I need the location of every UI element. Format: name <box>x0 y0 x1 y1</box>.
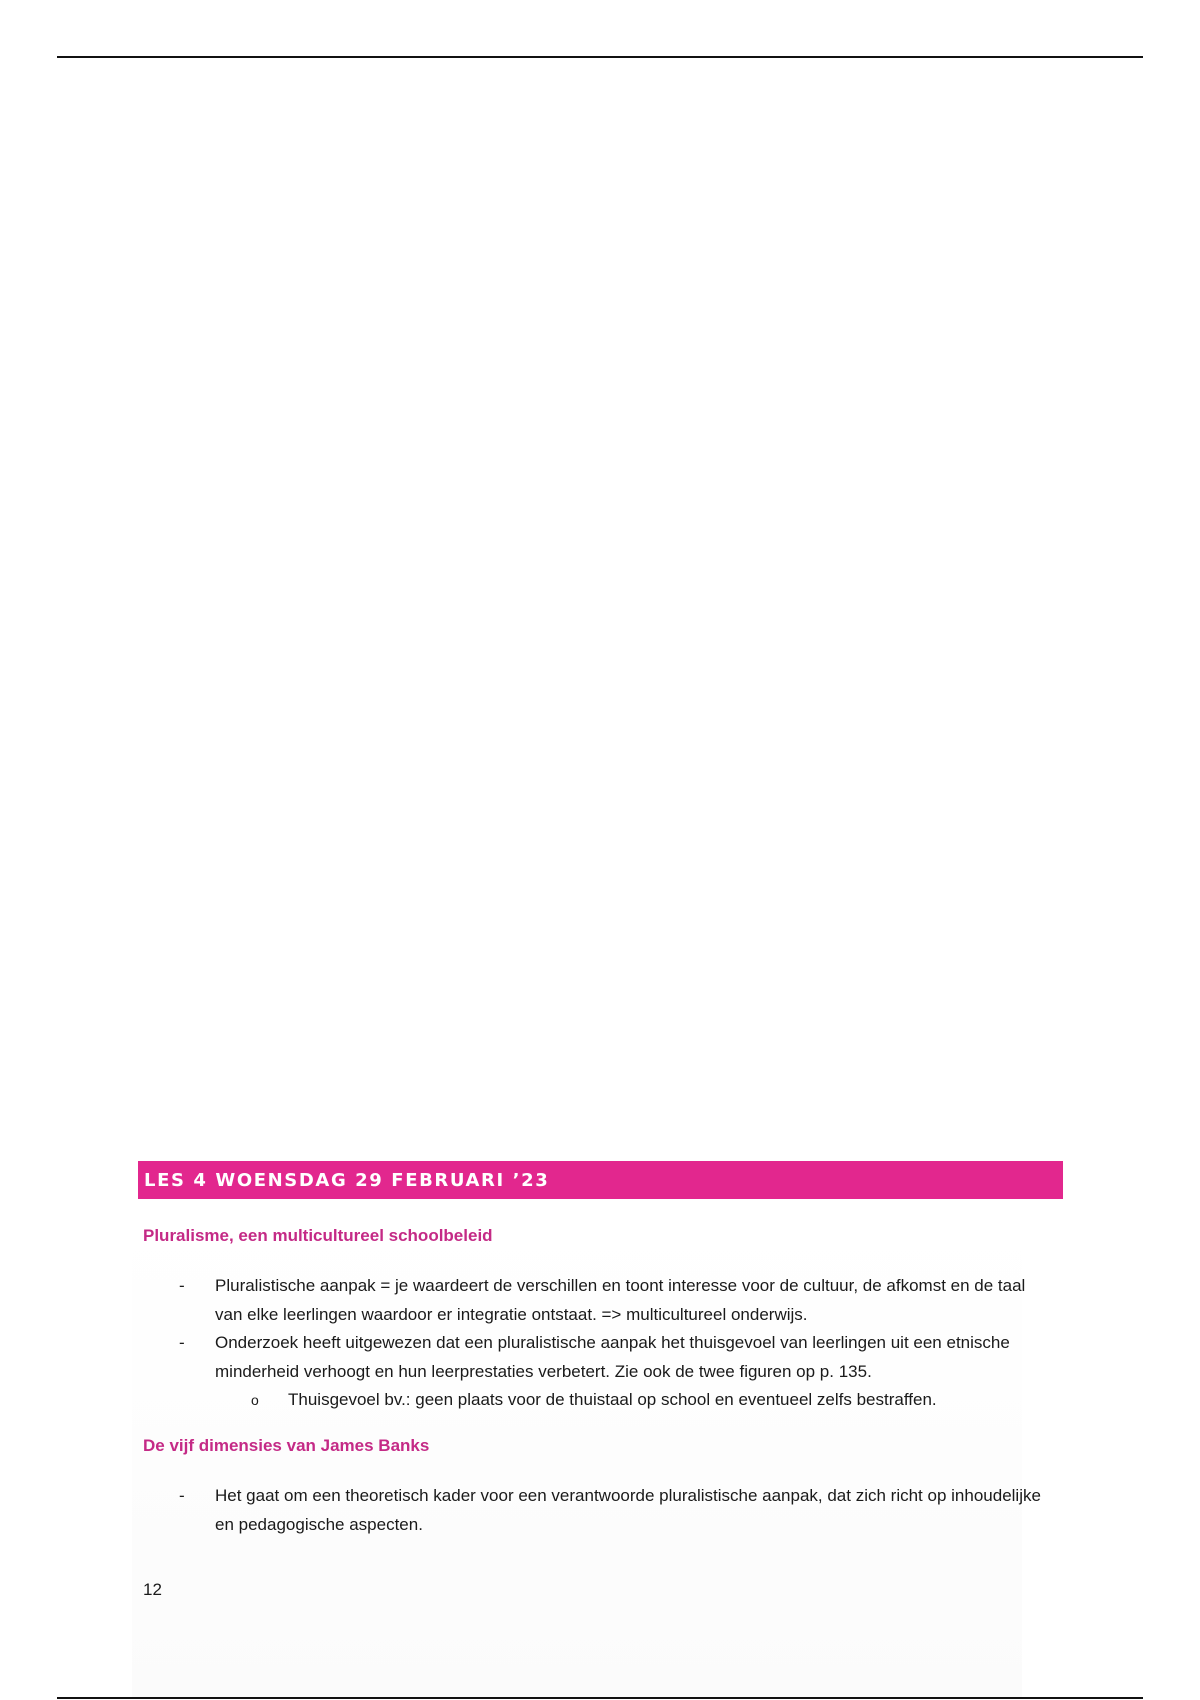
top-rule <box>57 56 1143 58</box>
sub-list-item-text: Thuisgevoel bv.: geen plaats voor de thuistaal op school en eventueel zelfs bestraffen. <box>288 1390 937 1409</box>
lesson-banner <box>138 1161 1063 1199</box>
list-item-text: Onderzoek heeft uitgewezen dat een pluralistische aanpak het thuisgevoel van leerlingen uit een etnische minderheid verhoogt en hun leerprestaties verbetert. Zie ook de twee figuren op p. 135. <box>215 1333 1010 1381</box>
dash-bullet: - <box>179 1486 185 1505</box>
list-item <box>143 1482 1043 1539</box>
section-heading-pluralisme: Pluralisme, een multicultureel schoolbeleid <box>143 1226 493 1245</box>
list-item-text: Het gaat om een theoretisch kader voor een verantwoorde pluralistische aanpak, dat zich richt op inhoudelijke en pedagogische aspecten. <box>215 1486 1041 1534</box>
section-list-banks <box>143 1482 1043 1539</box>
section-list-pluralisme <box>143 1272 1043 1415</box>
list-item-text: Pluralistische aanpak = je waardeert de verschillen en toont interesse voor de cultuur, de afkomst en de taal van elke leerlingen waardoor er integratie ontstaat. => multicultureel onderwijs. <box>215 1276 1026 1324</box>
sub-list-item <box>143 1386 1043 1415</box>
list-item <box>143 1272 1043 1329</box>
circle-bullet: o <box>251 1392 259 1408</box>
list-item <box>143 1329 1043 1386</box>
dash-bullet: - <box>179 1276 185 1295</box>
dash-bullet: - <box>179 1333 185 1352</box>
bottom-rule <box>57 1697 1143 1699</box>
lesson-title: LES 4 WOENSDAG 29 FEBRUARI ’23 <box>144 1169 550 1191</box>
page-number: 12 <box>143 1580 162 1599</box>
section-heading-banks: De vijf dimensies van James Banks <box>143 1436 430 1455</box>
